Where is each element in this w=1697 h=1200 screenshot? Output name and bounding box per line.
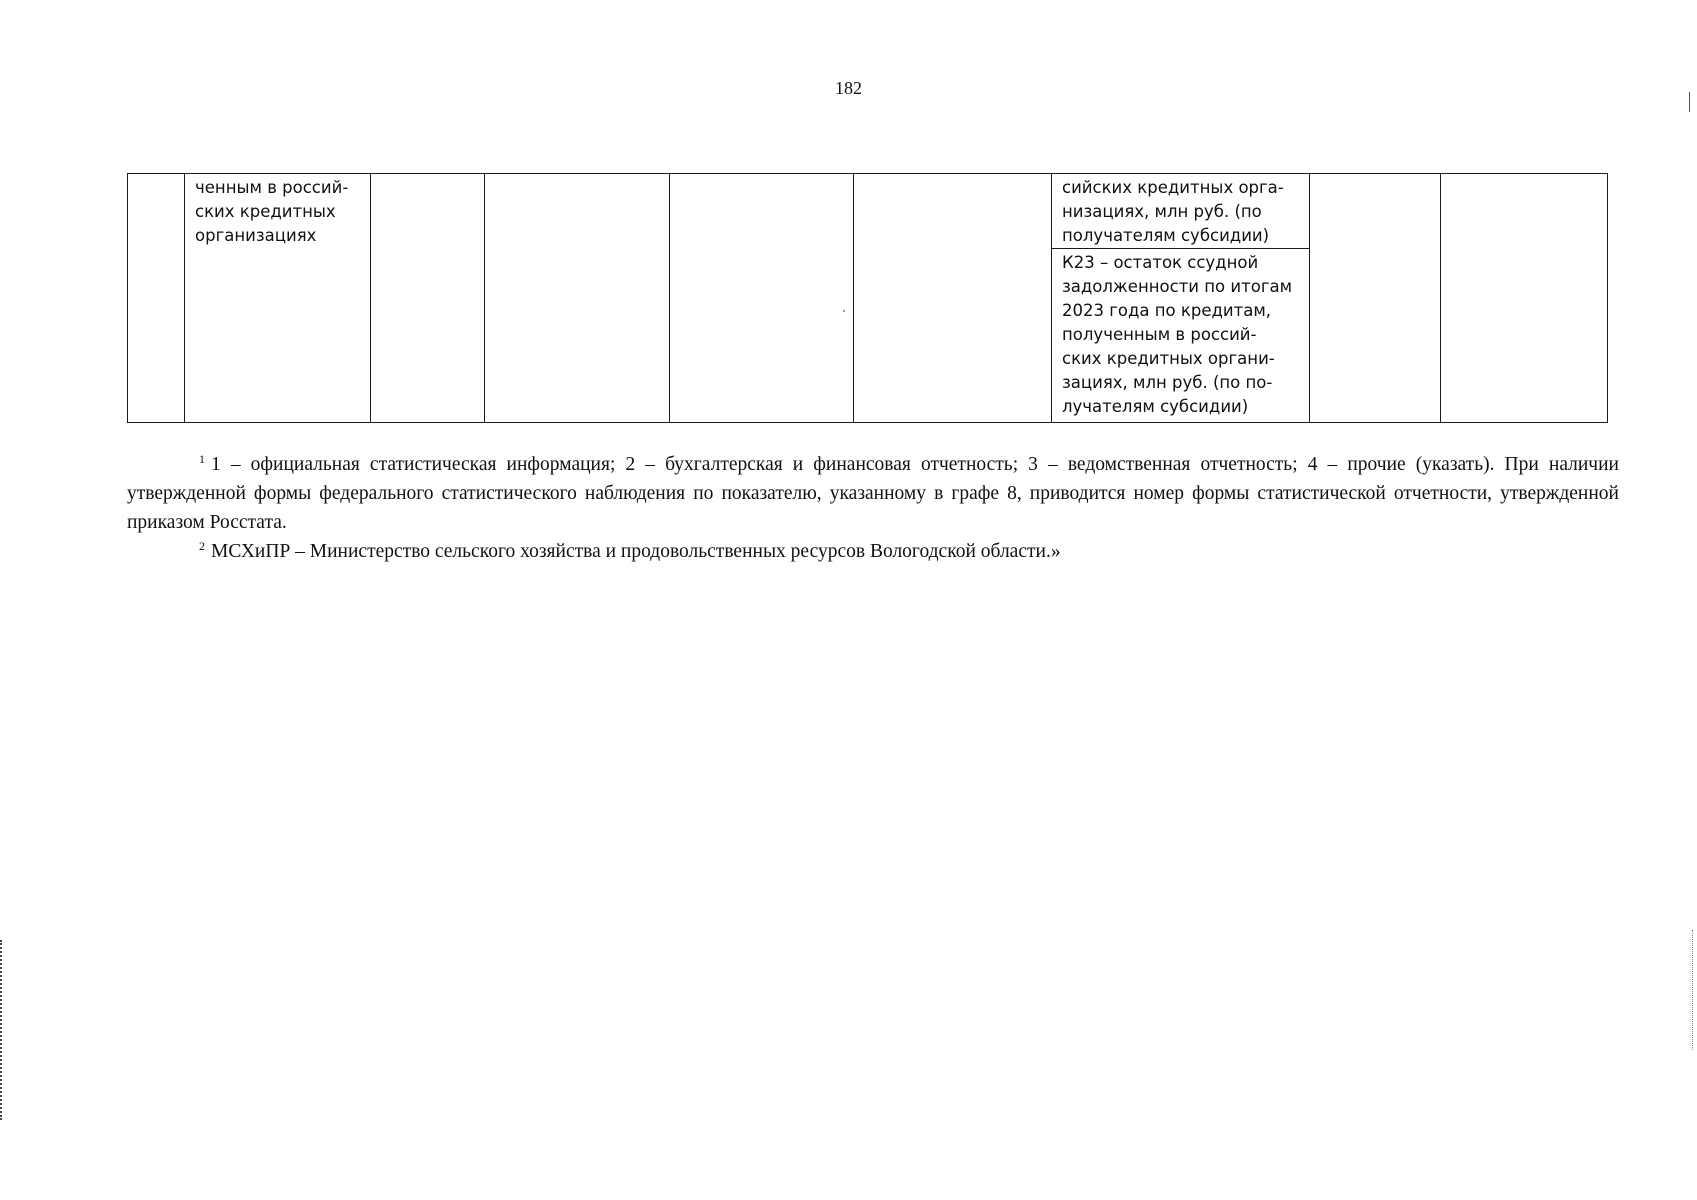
table-cell-col9: [1441, 174, 1608, 423]
footnotes: [127, 450, 1619, 566]
table-cell-col7-top: сийских кредитных орга- низациях, млн руб. (по получателям субсидии): [1052, 174, 1310, 249]
table-cell-col3: [371, 174, 485, 423]
table-cell-col1: [128, 174, 185, 423]
table-cell-col8: [1310, 174, 1441, 423]
table-cell-col7-bottom: К23 – остаток ссудной задолженности по итогам 2023 года по кредитам, полученным в россий- ских кредитных органи- зациях, млн руб. (по по- лучателям субсидии): [1052, 249, 1310, 423]
table-cell-col2: ченным в россий- ских кредитных организациях: [185, 174, 371, 423]
scan-edge-mark-left: [0, 940, 4, 1120]
footnote-2-text: МСХиПР – Министерство сельского хозяйства и продовольственных ресурсов Вологодской области.»: [211, 541, 1061, 562]
table-cell-col5: [670, 174, 854, 423]
scan-edge-mark-right: [1689, 92, 1692, 112]
footnote-2-mark: 2: [199, 538, 205, 553]
page-number: 182: [835, 78, 862, 98]
footnote-1-mark: 1: [199, 451, 205, 466]
footnote-1-text: 1 – официальная статистическая информация; 2 – бухгалтерская и финансовая отчетность; 3 – ведомственная отчетность; 4 – прочие (указать). При наличии утвержденной формы федерального статистического наблюдения по показателю, указанному в графе 8, приводится номер формы статистической отчетности, утвержденной приказом Росстата.: [127, 454, 1619, 533]
table-cell-col4: [485, 174, 670, 423]
table-cell-col6: [854, 174, 1052, 423]
scan-speck: [843, 310, 845, 312]
footnote-1: [127, 450, 1619, 537]
scan-edge-mark-right-low: [1692, 930, 1695, 1050]
indicator-table: [127, 173, 1608, 423]
footnote-2: [127, 537, 1619, 566]
